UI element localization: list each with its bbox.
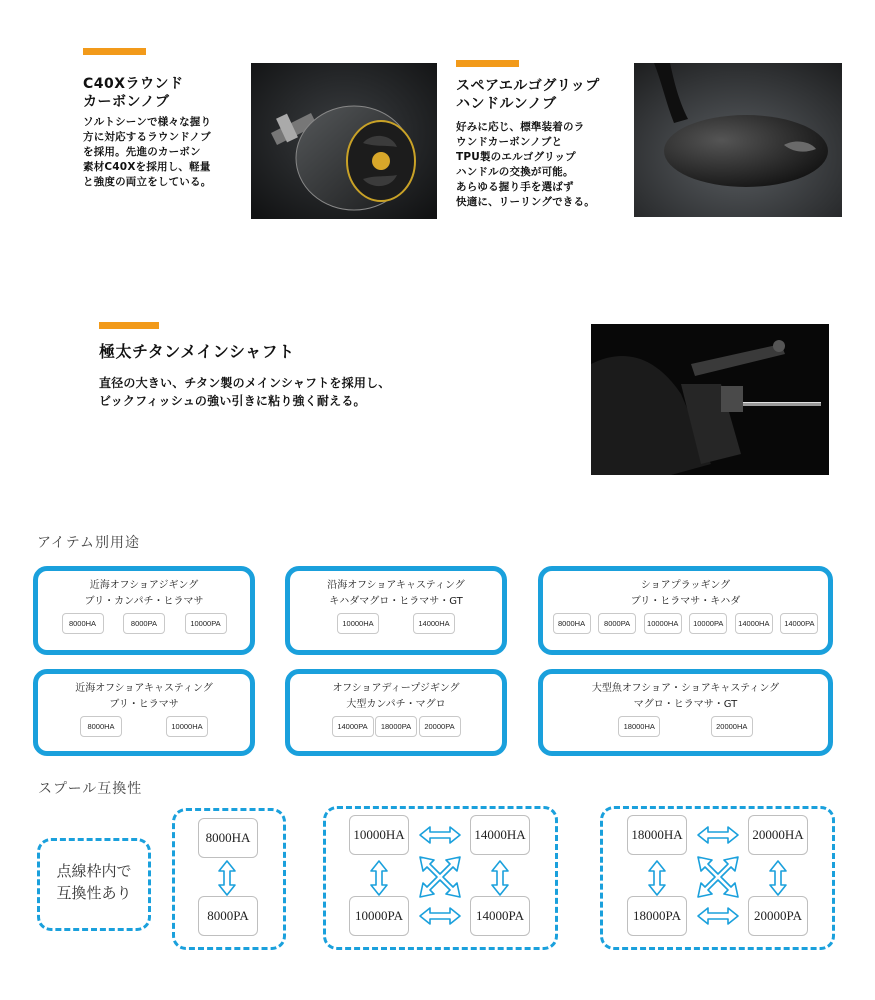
compat-arrow-icon bbox=[420, 827, 460, 843]
spool-model: 8000HA bbox=[198, 818, 258, 858]
model-chip: 14000PA bbox=[332, 716, 374, 737]
compat-arrow-icon bbox=[698, 908, 738, 924]
spool-model: 14000PA bbox=[470, 896, 530, 936]
usage-category: オフショアディープジギング bbox=[332, 683, 460, 694]
model-chip: 14000PA bbox=[780, 613, 818, 634]
model-chip: 10000HA bbox=[166, 716, 208, 737]
usage-target-fish: ブリ・カンパチ・ヒラマサ bbox=[84, 596, 204, 607]
model-chip: 10000PA bbox=[689, 613, 727, 634]
spool-model: 18000HA bbox=[627, 815, 687, 855]
model-chip: 8000PA bbox=[598, 613, 636, 634]
compat-arrow-icon bbox=[492, 861, 508, 895]
model-chip: 18000PA bbox=[375, 716, 417, 737]
model-chip: 8000HA bbox=[80, 716, 122, 737]
model-chip: 20000HA bbox=[711, 716, 753, 737]
model-chip: 8000PA bbox=[123, 613, 165, 634]
usage-target-fish: 大型カンパチ・マグロ bbox=[346, 699, 446, 710]
compat-arrow-icon bbox=[219, 861, 235, 895]
model-chip: 14000HA bbox=[735, 613, 773, 634]
model-chip: 8000HA bbox=[62, 613, 104, 634]
feature-title: スペアエルゴグリップ ハンドルンノブ bbox=[456, 78, 600, 112]
model-chip: 18000HA bbox=[618, 716, 660, 737]
feature-description: ソルトシーンで様々な握り 方に対応するラウンドノブ を採用。先進のカーボン 素材C40Xを採用し、軽量 と強度の両立をしている。 bbox=[83, 116, 212, 188]
spool-model: 10000HA bbox=[349, 815, 409, 855]
compat-cross-arrow-icon bbox=[698, 857, 738, 897]
feature-title: 極太チタンメインシャフト bbox=[99, 342, 295, 361]
compat-arrow-icon bbox=[698, 827, 738, 843]
compat-cross-arrow-icon bbox=[420, 857, 460, 897]
section-heading-compat: スプール互換性 bbox=[38, 781, 143, 797]
usage-category: 近海オフショアジギング bbox=[89, 580, 199, 591]
model-chip: 10000HA bbox=[337, 613, 379, 634]
model-chip: 8000HA bbox=[553, 613, 591, 634]
spool-model: 20000PA bbox=[748, 896, 808, 936]
feature-description: 直径の大きい、チタン製のメインシャフトを採用し、 ビックフィッシュの強い引きに粘り強く耐える。 bbox=[99, 376, 391, 408]
section-heading-usage: アイテム別用途 bbox=[37, 535, 141, 551]
usage-target-fish: ブリ・ヒラマサ・キハダ bbox=[630, 596, 741, 607]
model-chip: 10000HA bbox=[644, 613, 682, 634]
spool-model: 18000PA bbox=[627, 896, 687, 936]
usage-target-fish: ブリ・ヒラマサ bbox=[109, 699, 179, 710]
compat-arrow-icon bbox=[649, 861, 665, 895]
legend-text: 点線枠内で 互換性あり bbox=[56, 862, 132, 902]
spool-model: 20000HA bbox=[748, 815, 808, 855]
compat-arrow-icon bbox=[420, 908, 460, 924]
model-chip: 14000HA bbox=[413, 613, 455, 634]
feature-title: C40Xラウンド カーボンノブ bbox=[83, 76, 184, 110]
spool-model: 8000PA bbox=[198, 896, 258, 936]
compat-arrow-icon bbox=[371, 861, 387, 895]
usage-category: 沿海オフショアキャスティング bbox=[327, 580, 465, 591]
model-chip: 10000PA bbox=[185, 613, 227, 634]
usage-target-fish: マグロ・ヒラマサ・GT bbox=[633, 699, 738, 710]
spool-model: 14000HA bbox=[470, 815, 530, 855]
usage-category: 大型魚オフショア・ショアキャスティング bbox=[591, 683, 780, 694]
usage-category: ショアプラッギング bbox=[640, 580, 731, 591]
feature-description: 好みに応じ、標準装着のラ ウンドカーボンノブと TPU製のエルゴグリップ ハンドルの交換が可能。 あらゆる握り手を選ばず 快適に、リーリングできる。 bbox=[456, 121, 595, 208]
compat-arrow-icon bbox=[770, 861, 786, 895]
usage-category: 近海オフショアキャスティング bbox=[75, 683, 213, 694]
usage-target-fish: キハダマグロ・ヒラマサ・GT bbox=[329, 596, 463, 607]
model-chip: 20000PA bbox=[419, 716, 461, 737]
spool-model: 10000PA bbox=[349, 896, 409, 936]
